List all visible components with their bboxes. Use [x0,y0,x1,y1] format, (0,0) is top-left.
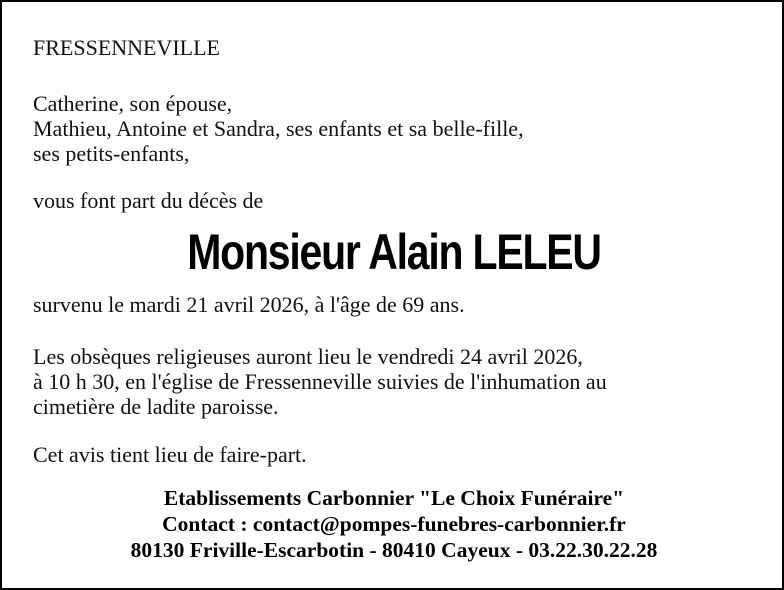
family-line-children: Mathieu, Antoine et Sandra, ses enfants et sa belle-fille, [33,116,524,141]
family-line-grandchildren: ses petits-enfants, [33,141,190,166]
death-details: survenu le mardi 21 avril 2026, à l'âge de 69 ans. [33,292,465,317]
announcement-line: vous font part du décès de [33,188,264,213]
funeral-home-name: Etablissements Carbonnier "Le Choix Funéraire" [163,486,625,510]
town-heading: FRESSENNEVILLE [33,35,220,60]
funeral-line-3: cimetière de ladite paroisse. [33,394,279,419]
funeral-line-2: à 10 h 30, en l'église de Fressenneville suivies de l'inhumation au [33,369,607,394]
family-line-spouse: Catherine, son épouse, [33,91,233,116]
funeral-line-1: Les obsèques religieuses auront lieu le vendredi 24 avril 2026, [33,344,583,369]
funeral-home-address: 80130 Friville-Escarbotin - 80410 Cayeux - 03.22.30.22.28 [130,538,658,562]
closing-line: Cet avis tient lieu de faire-part. [33,442,307,467]
funeral-home-contact: Contact : contact@pompes-funebres-carbonnier.fr [162,512,626,536]
deceased-name: Monsieur Alain LELEU [187,224,601,280]
